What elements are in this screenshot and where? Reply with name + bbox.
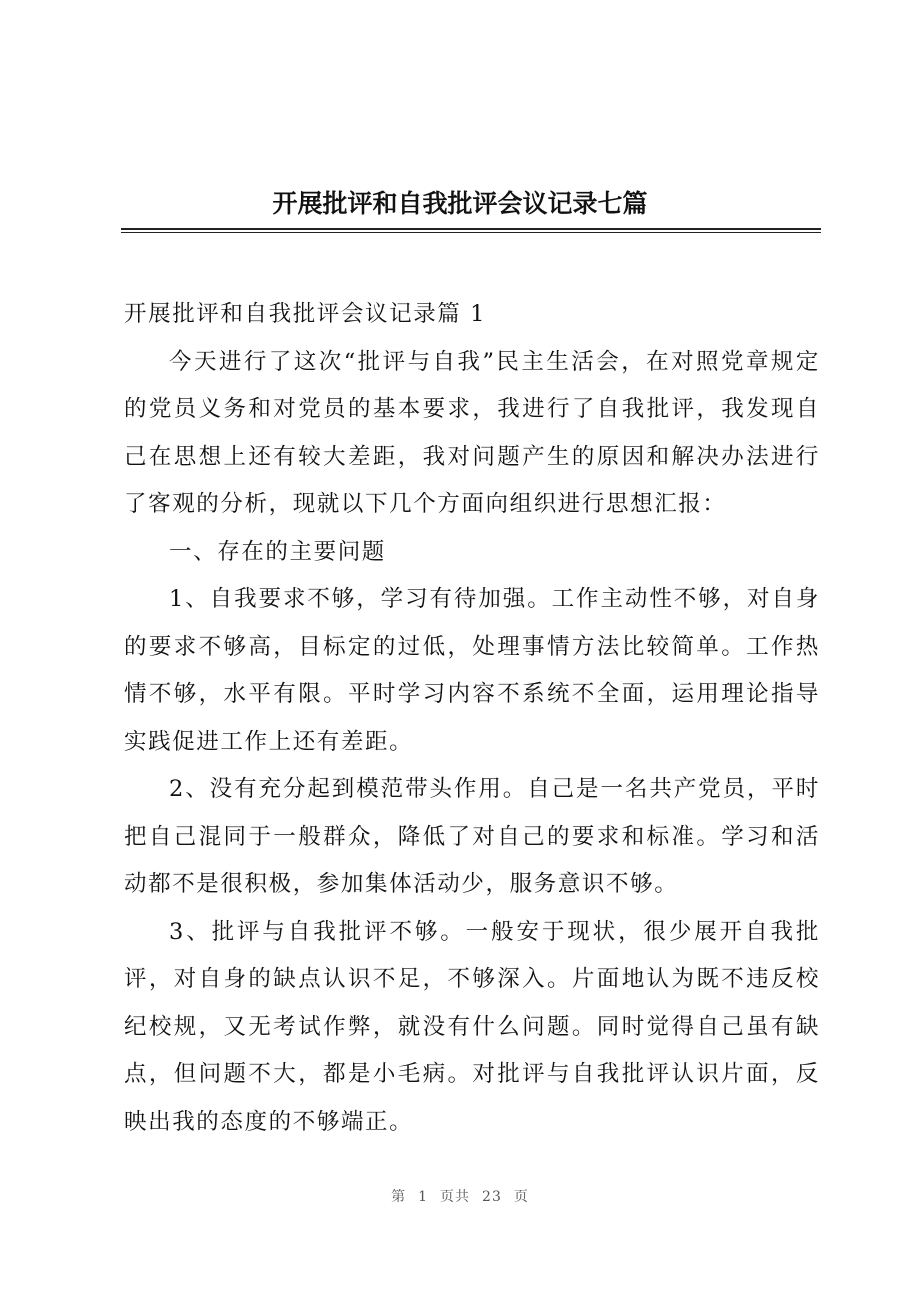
title-double-rule [121,228,821,233]
footer-suffix: 页 [513,1189,529,1205]
paragraph-item-1: 1、自我要求不够，学习有待加强。工作主动性不够，对自身的要求不够高，目标定的过低，处理事情方法比较简单。工作热情不够，水平有限。平时学习内容不系统不全面，运用理论指导实践促进工作上还有差距。 [124,586,820,755]
paragraph-intro: 今天进行了这次“批评与自我”民主生活会，在对照党章规定的党员义务和对党员的基本要求，我进行了自我批评，我发现自己在思想上还有较大差距，我对问题产生的原因和解决办法进行了客观的分析，现就以下几个方面向组织进行思想汇报： [124,348,820,517]
document-body [124,291,820,1146]
footer-current-page: 1 [418,1189,429,1205]
footer-prefix: 第 [391,1189,407,1205]
footer-total-pages: 23 [482,1189,502,1205]
section-heading: 开展批评和自我批评会议记录篇 1 [124,301,487,327]
paragraph-item-3: 3、批评与自我批评不够。一般安于现状，很少展开自我批评，对自身的缺点认识不足，不够深入。片面地认为既不违反校纪校规，又无考试作弊，就没有什么问题。同时觉得自己虽有缺点，但问题不大，都是小毛病。对批评与自我批评认识片面，反映出我的态度的不够端正。 [124,918,820,1135]
page-footer [0,1186,920,1206]
paragraph-item-2: 2、没有充分起到模范带头作用。自己是一名共产党员，平时把自己混同于一般群众，降低了对自己的要求和标准。学习和活动都不是很积极，参加集体活动少，服务意识不够。 [124,776,820,897]
document-title: 开展批评和自我批评会议记录七篇 [272,189,648,218]
footer-middle: 页共 [440,1189,471,1205]
paragraph-heading-problems: 一、存在的主要问题 [169,538,386,565]
